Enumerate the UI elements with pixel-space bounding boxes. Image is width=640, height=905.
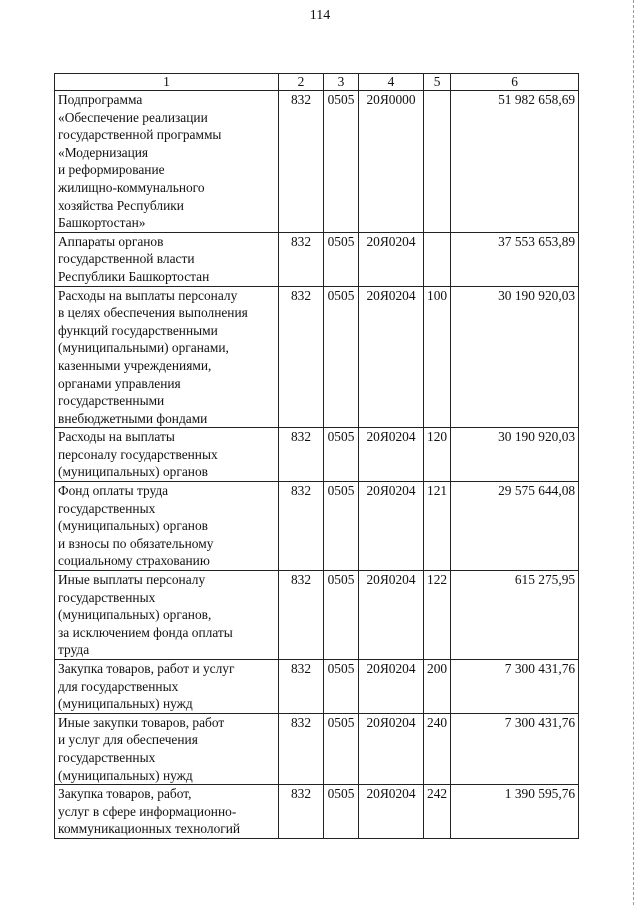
- row-name: Закупка товаров, работ, услуг в сфере информационно- коммуникационных технологий: [55, 785, 279, 839]
- row-expense-type: [424, 91, 451, 233]
- row-expense-type: 200: [424, 660, 451, 714]
- row-expense-type: 121: [424, 482, 451, 571]
- row-amount: 30 190 920,03: [451, 428, 579, 482]
- table-row: [55, 713, 579, 784]
- row-target-code: 20Я0000: [359, 91, 424, 233]
- table-row: [55, 232, 579, 286]
- row-section-code: 0505: [324, 232, 359, 286]
- row-name: Расходы на выплаты персоналу в целях обеспечения выполнения функций государственными (муниципальными) органами, казенными учреждениями, органами управления государственными внебюджетными фондами: [55, 286, 279, 428]
- row-expense-type: 122: [424, 571, 451, 660]
- row-amount: 29 575 644,08: [451, 482, 579, 571]
- table-row: [55, 91, 579, 233]
- header-col-3: 3: [324, 74, 359, 91]
- row-amount: 51 982 658,69: [451, 91, 579, 233]
- row-name: Аппараты органов государственной власти Республики Башкортостан: [55, 232, 279, 286]
- row-name: Закупка товаров, работ и услуг для государственных (муниципальных) нужд: [55, 660, 279, 714]
- row-ministry-code: 832: [279, 91, 324, 233]
- row-name: Подпрограмма «Обеспечение реализации государственной программы «Модернизация и реформирование жилищно-коммунального хозяйства Республики Башкортостан»: [55, 91, 279, 233]
- row-ministry-code: 832: [279, 232, 324, 286]
- row-amount: 7 300 431,76: [451, 660, 579, 714]
- row-name: Иные выплаты персоналу государственных (муниципальных) органов, за исключением фонда оплаты труда: [55, 571, 279, 660]
- row-ministry-code: 832: [279, 713, 324, 784]
- row-ministry-code: 832: [279, 571, 324, 660]
- header-col-4: 4: [359, 74, 424, 91]
- row-target-code: 20Я0204: [359, 232, 424, 286]
- page-number: 114: [309, 8, 331, 23]
- header-row: [55, 74, 579, 91]
- row-amount: 37 553 653,89: [451, 232, 579, 286]
- budget-table: [54, 73, 579, 839]
- row-section-code: 0505: [324, 571, 359, 660]
- row-name: Иные закупки товаров, работ и услуг для обеспечения государственных (муниципальных) нужд: [55, 713, 279, 784]
- table-row: [55, 428, 579, 482]
- header-col-2: 2: [279, 74, 324, 91]
- row-ministry-code: 832: [279, 660, 324, 714]
- scan-edge-line: [633, 0, 634, 905]
- row-section-code: 0505: [324, 286, 359, 428]
- row-ministry-code: 832: [279, 286, 324, 428]
- table-header: [55, 74, 579, 91]
- row-target-code: 20Я0204: [359, 785, 424, 839]
- table-row: [55, 482, 579, 571]
- row-section-code: 0505: [324, 713, 359, 784]
- table-row: [55, 286, 579, 428]
- row-section-code: 0505: [324, 482, 359, 571]
- header-col-5: 5: [424, 74, 451, 91]
- table-row: [55, 571, 579, 660]
- table-row: [55, 785, 579, 839]
- header-col-6: 6: [451, 74, 579, 91]
- row-amount: 30 190 920,03: [451, 286, 579, 428]
- row-target-code: 20Я0204: [359, 660, 424, 714]
- row-amount: 7 300 431,76: [451, 713, 579, 784]
- row-name: Расходы на выплаты персоналу государственных (муниципальных) органов: [55, 428, 279, 482]
- row-ministry-code: 832: [279, 428, 324, 482]
- row-ministry-code: 832: [279, 785, 324, 839]
- row-name: Фонд оплаты труда государственных (муниципальных) органов и взносы по обязательному социальному страхованию: [55, 482, 279, 571]
- row-ministry-code: 832: [279, 482, 324, 571]
- row-section-code: 0505: [324, 660, 359, 714]
- row-section-code: 0505: [324, 428, 359, 482]
- row-expense-type: 120: [424, 428, 451, 482]
- row-target-code: 20Я0204: [359, 482, 424, 571]
- row-target-code: 20Я0204: [359, 286, 424, 428]
- header-col-1: 1: [55, 74, 279, 91]
- row-expense-type: 100: [424, 286, 451, 428]
- row-section-code: 0505: [324, 785, 359, 839]
- row-target-code: 20Я0204: [359, 428, 424, 482]
- row-expense-type: 240: [424, 713, 451, 784]
- row-expense-type: 242: [424, 785, 451, 839]
- row-target-code: 20Я0204: [359, 713, 424, 784]
- row-amount: 1 390 595,76: [451, 785, 579, 839]
- table-row: [55, 660, 579, 714]
- row-target-code: 20Я0204: [359, 571, 424, 660]
- row-section-code: 0505: [324, 91, 359, 233]
- row-amount: 615 275,95: [451, 571, 579, 660]
- row-expense-type: [424, 232, 451, 286]
